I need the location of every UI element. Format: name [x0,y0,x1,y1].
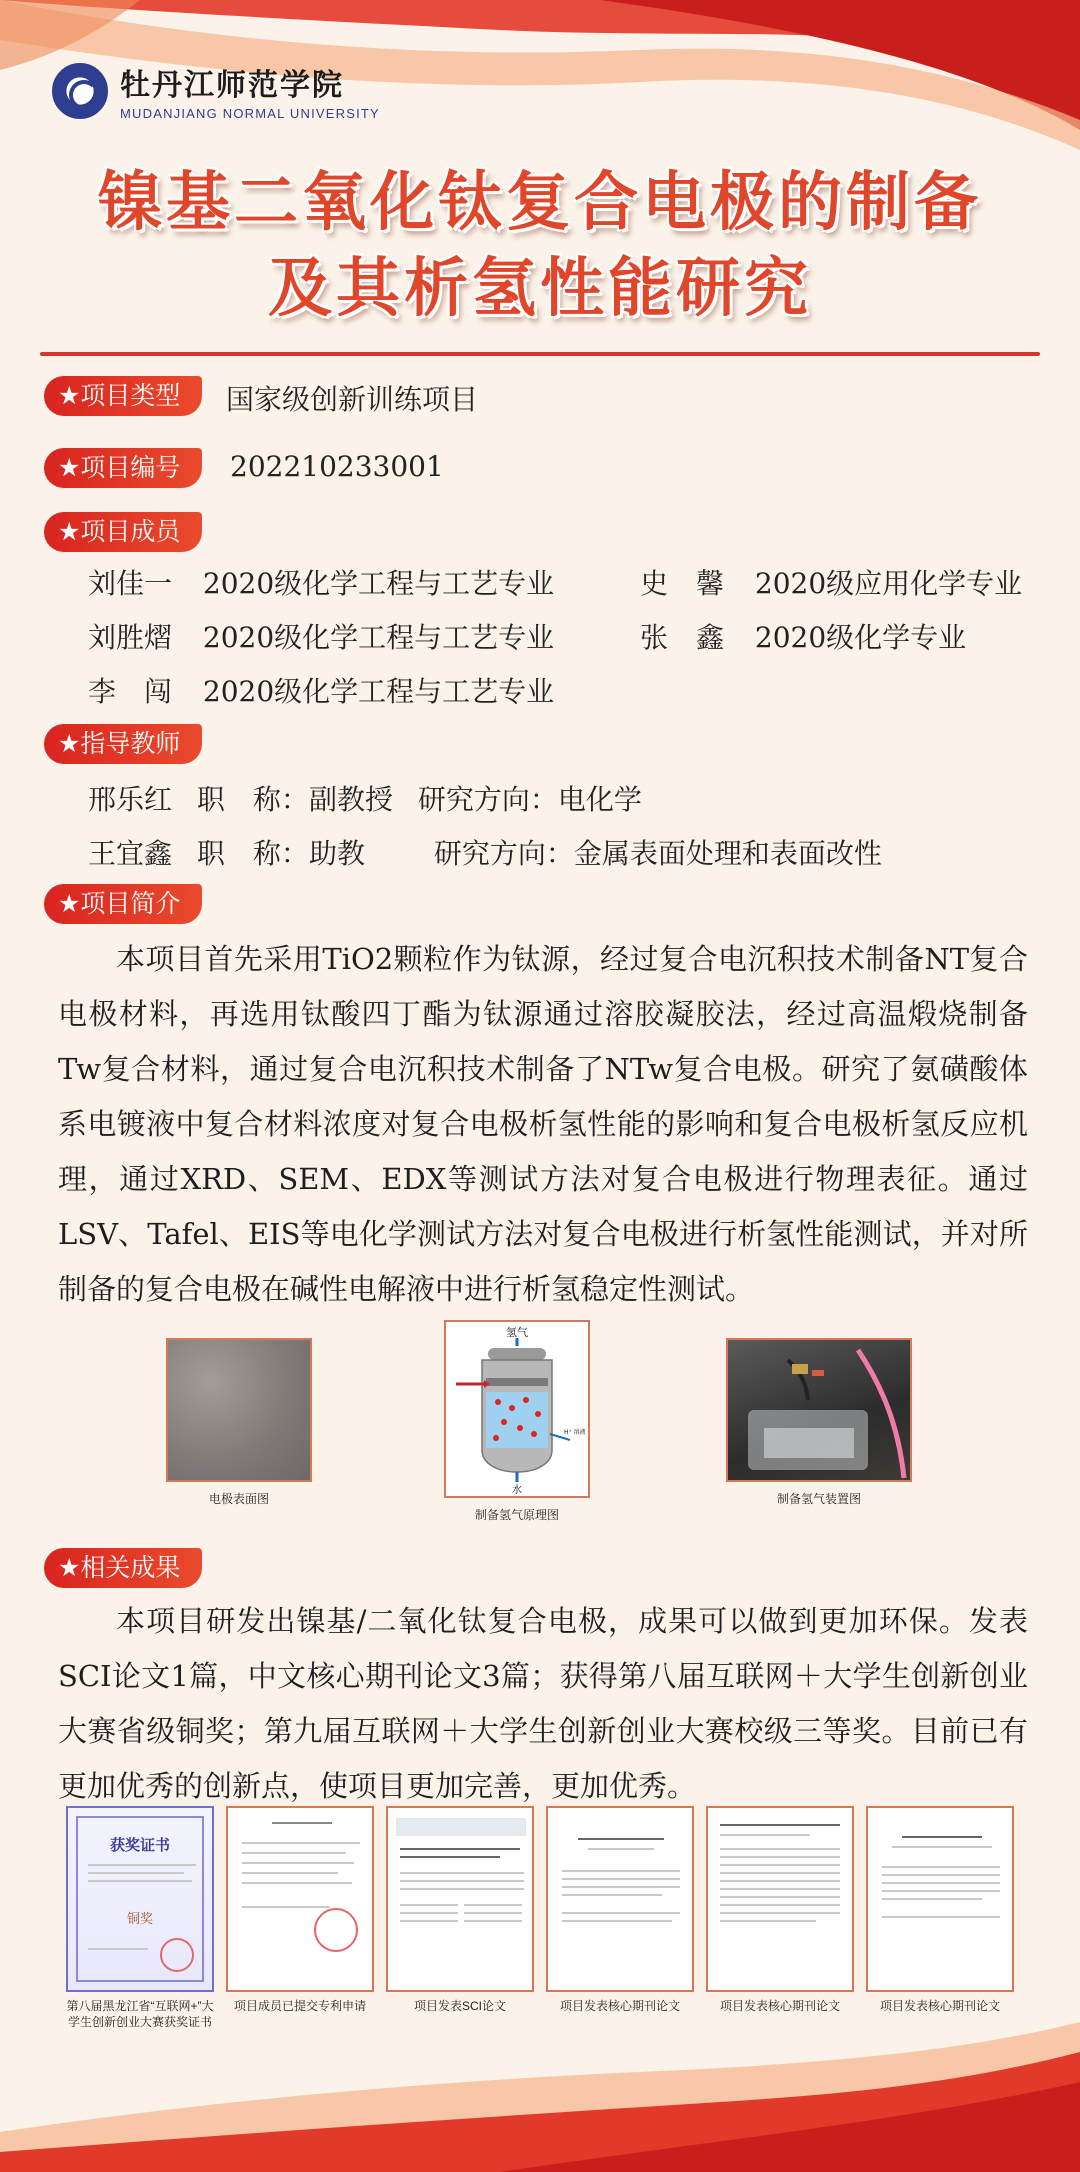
tag-intro: ★项目简介 [44,884,202,924]
thumb-award-certificate [66,1806,214,2030]
thumb-caption: 项目发表核心期刊论文 [559,1999,680,2013]
member-row [640,562,1022,602]
patent-document-image [226,1806,374,1992]
thumb-sci-paper [386,1806,534,2014]
member-row [88,562,554,602]
certificate-medal: 铜奖 [126,1912,153,1927]
intro-paragraph: 本项目首先采用TiO2颗粒作为钛源，经过复合电沉积技术制备NT复合电极材料，再选用钛酸四丁酯为钛源通过溶胶凝胶法，经过高温煅烧制备Tw复合材料，通过复合电沉积技术制备了NTw复合电极。研究了氨磺酸体系电镀液中复合材料浓度对复合电极析氢性能的影响和复合电极析氢反应机理，通过XRD、SEM、EDX等测试方法对复合电极进行物理表征。通过LSV、Tafel、EIS等电化学测试方法对复合电极进行析氢性能测试，并对所制备的复合电极在碱性电解液中进行析氢稳定性测试。 [58,942,1028,1306]
title-line-1: 镍基二氧化钛复合电极的制备 [98,166,982,240]
diagram-label-hydrogen: 氢气 [506,1326,528,1339]
advisor-row [88,832,882,872]
advisor-title-label: 职 称： [196,783,309,816]
hydrogen-apparatus-photo [726,1338,912,1482]
advisor-title: 助教 [308,837,365,870]
thumb-caption: 项目发表核心期刊论文 [879,1999,1000,2013]
university-logo [52,63,108,119]
title-line-2: 及其析氢性能研究 [268,252,812,326]
tag-members: ★项目成员 [44,512,202,552]
tag-advisors: ★指导教师 [44,724,202,764]
figure-caption: 制备氢气原理图 [474,1508,559,1522]
sci-paper-image [386,1806,534,1992]
diagram-label-water: 水 [512,1485,522,1496]
thumb-patent [226,1806,374,2014]
member-row [640,616,966,656]
member-name: 张 鑫 [640,621,725,654]
thumb-core-paper-1 [546,1806,694,2014]
certificate-heading: 获奖证书 [109,1836,170,1854]
university-header [52,60,380,121]
results-paragraph: 本项目研发出镍基/二氧化钛复合电极，成果可以做到更加环保。发表SCI论文1篇，中文核心期刊论文3篇；获得第八届互联网＋大学生创新创业大赛省级铜奖；第九届互联网＋大学生创新创业大赛校级三等奖。目前已有更加优秀的创新点，使项目更加完善，更加优秀。 [58,1604,1028,1803]
hydrogen-principle-diagram [444,1320,590,1498]
project-type-value: 国家级创新训练项目 [226,383,479,416]
member-name: 李 闯 [88,675,173,708]
advisor-direction-label: 研究方向： [417,783,558,816]
certificate-image [66,1806,214,1992]
advisor-direction: 电化学 [557,783,642,816]
university-name [120,60,380,121]
figure-caption: 制备氢气装置图 [776,1492,861,1506]
figure-caption: 电极表面图 [208,1492,269,1506]
thumb-caption: 第八届黑龙江省“互联网+”大学生创新创业大赛获奖证书 [66,1999,214,2029]
thumb-caption: 项目发表SCI论文 [413,1999,506,2013]
member-row [88,670,554,710]
advisor-name: 王宜鑫 [88,837,173,870]
thumb-caption: 项目发表核心期刊论文 [719,1999,840,2013]
advisor-title-label: 职 称： [196,837,309,870]
member-major: 2020级化学专业 [754,621,967,654]
diagram-label-side: H⁺ 溶液 [564,1429,586,1436]
member-major: 2020级化学工程与工艺专业 [202,675,555,708]
poster-title [0,160,1080,332]
member-name: 刘胜熠 [88,621,173,654]
core-paper-image [706,1806,854,1992]
advisor-title: 副教授 [308,783,393,816]
figure-electrode-surface [166,1338,312,1507]
member-major: 2020级化学工程与工艺专业 [202,621,555,654]
tag-results: ★相关成果 [44,1548,202,1588]
university-name-cn: 牡丹江师范学院 [120,68,344,103]
advisor-direction: 金属表面处理和表面改性 [573,837,882,870]
member-major: 2020级化学工程与工艺专业 [202,567,555,600]
core-paper-image [546,1806,694,1992]
tag-project-type: ★项目类型 [44,376,202,416]
figure-hydrogen-apparatus [726,1338,912,1507]
advisor-row [88,778,642,818]
core-paper-image [866,1806,1014,1992]
thumb-caption: 项目成员已提交专利申请 [233,1999,366,2013]
thumb-core-paper-2 [706,1806,854,2014]
member-name: 史 馨 [640,567,725,600]
advisor-direction-label: 研究方向： [433,837,574,870]
figure-hydrogen-principle [444,1320,590,1523]
electrode-surface-image [166,1338,312,1482]
advisor-name: 邢乐红 [88,783,173,816]
university-name-en: MUDANJIANG NORMAL UNIVERSITY [120,106,380,121]
member-row [88,616,554,656]
member-major: 2020级应用化学专业 [754,567,1023,600]
thumb-core-paper-3 [866,1806,1014,2014]
title-divider [40,352,1040,356]
tag-project-number: ★项目编号 [44,448,202,488]
project-number-value: 202210233001 [230,450,444,483]
member-name: 刘佳一 [88,567,173,600]
